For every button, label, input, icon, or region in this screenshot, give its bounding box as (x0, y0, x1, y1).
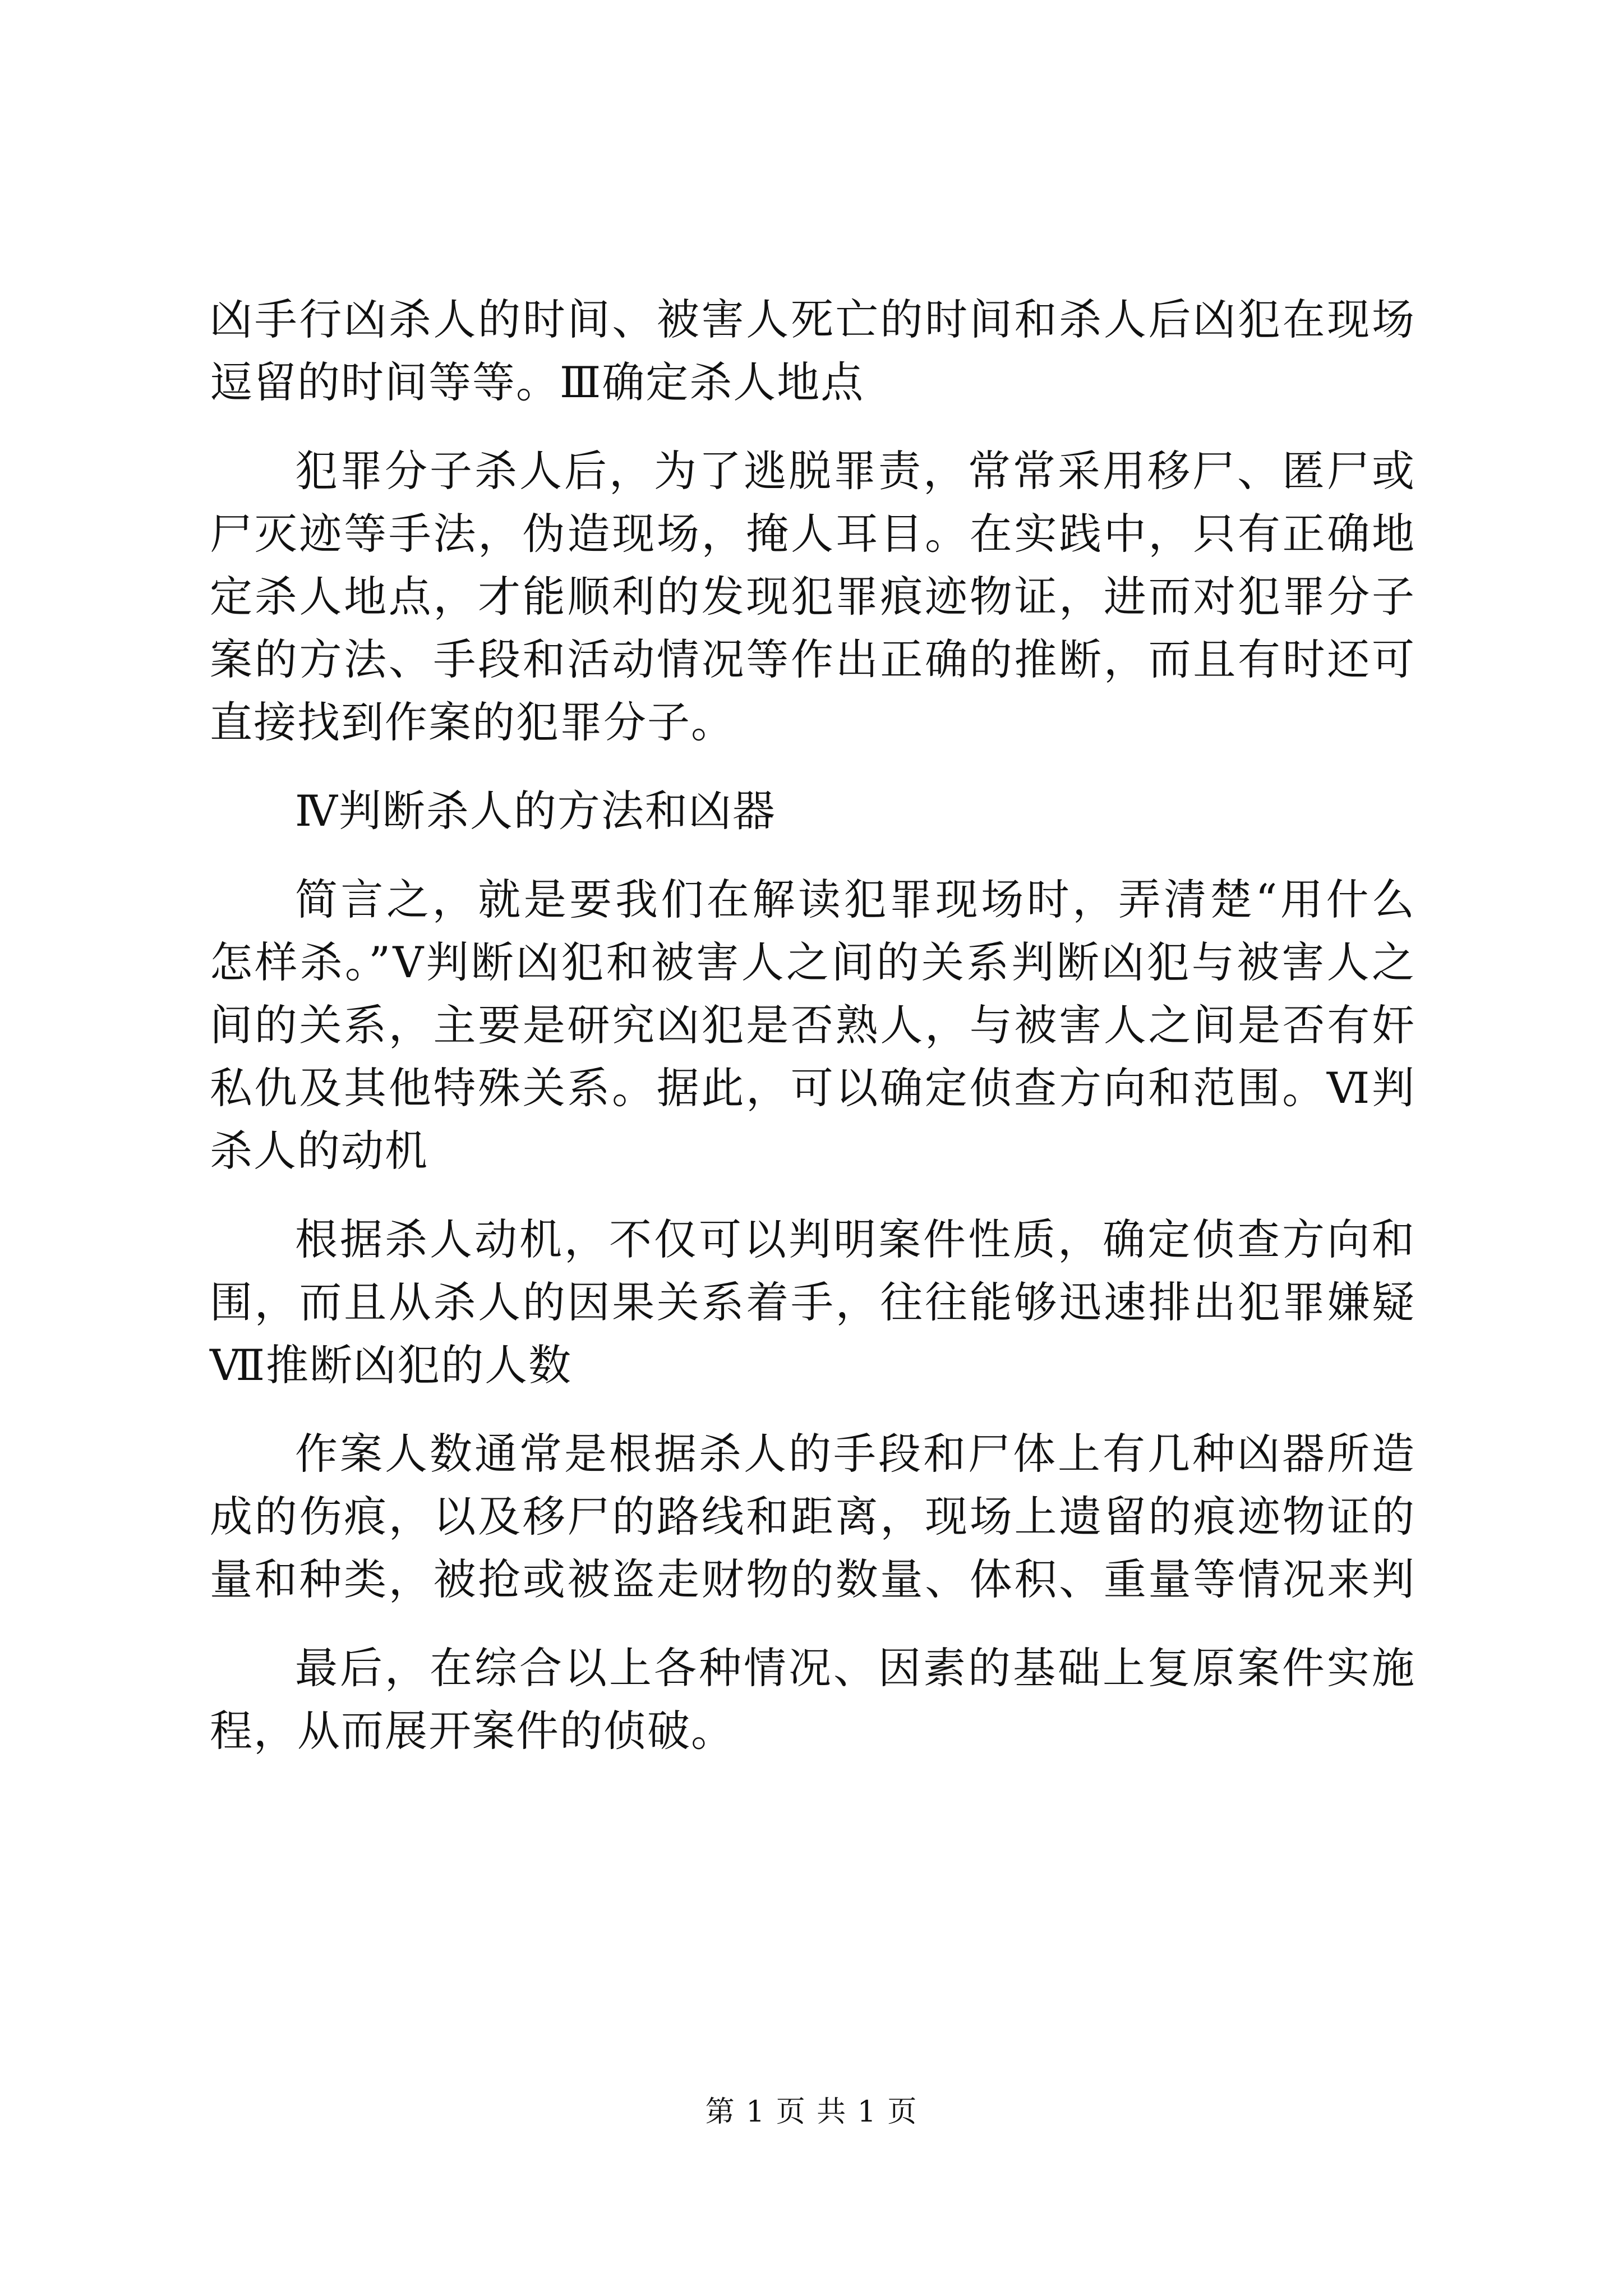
paragraph-line: 凶手行凶杀人的时间、被害人死亡的时间和杀人后凶犯在现场 (210, 295, 1415, 344)
paragraph-line: 逗留的时间等等。Ⅲ确定杀人地点 (210, 357, 865, 407)
paragraph-line: 杀人的动机 (210, 1126, 428, 1176)
paragraph-line: 作案人数通常是根据杀人的手段和尸体上有几种凶器所造 (295, 1429, 1415, 1479)
paragraph-line: Ⅶ推断凶犯的人数 (210, 1340, 573, 1390)
paragraph-line: 私仇及其他特殊关系。据此，可以确定侦查方向和范围。Ⅵ判 (210, 1063, 1415, 1113)
paragraph-line: 最后，在综合以上各种情况、因素的基础上复原案件实施 (295, 1643, 1415, 1693)
paragraph-line: 直接找到作案的犯罪分子。 (210, 697, 735, 747)
section-heading: Ⅳ判断杀人的方法和凶器 (295, 786, 776, 836)
paragraph-line: 尸灭迹等手法，伪造现场，掩人耳目。在实践中，只有正确地 (210, 509, 1415, 559)
paragraph-line: 程，从而展开案件的侦破。 (210, 1706, 735, 1756)
paragraph-line: 间的关系，主要是研究凶犯是否熟人，与被害人之间是否有奸 (210, 1000, 1415, 1050)
paragraph-line: 简言之，就是要我们在解读犯罪现场时，弄清楚“用什么 (295, 875, 1415, 924)
paragraph-line: 怎样杀。”Ⅴ判断凶犯和被害人之间的关系判断凶犯与被害人之 (210, 937, 1415, 987)
paragraph-line: 成的伤痕，以及移尸的路线和距离，现场上遗留的痕迹物证的 (210, 1492, 1415, 1542)
document-body (210, 288, 1415, 1763)
paragraph-line: 根据杀人动机，不仅可以判明案件性质，确定侦查方向和 (295, 1214, 1415, 1264)
paragraph-line: 案的方法、手段和活动情况等作出正确的推断，而且有时还可 (210, 634, 1415, 684)
paragraph-line: 量和种类，被抢或被盗走财物的数量、体积、重量等情况来判 (210, 1554, 1415, 1604)
paragraph-line: 犯罪分子杀人后，为了逃脱罪责，常常采用移尸、匿尸或 (295, 446, 1415, 496)
page-footer: 第 1 页 共 1 页 (705, 2095, 918, 2129)
paragraph-line: 围，而且从杀人的因果关系着手，往往能够迅速排出犯罪嫌疑 (210, 1277, 1415, 1327)
paragraph-line: 定杀人地点，才能顺利的发现犯罪痕迹物证，进而对犯罪分子 (210, 572, 1415, 622)
